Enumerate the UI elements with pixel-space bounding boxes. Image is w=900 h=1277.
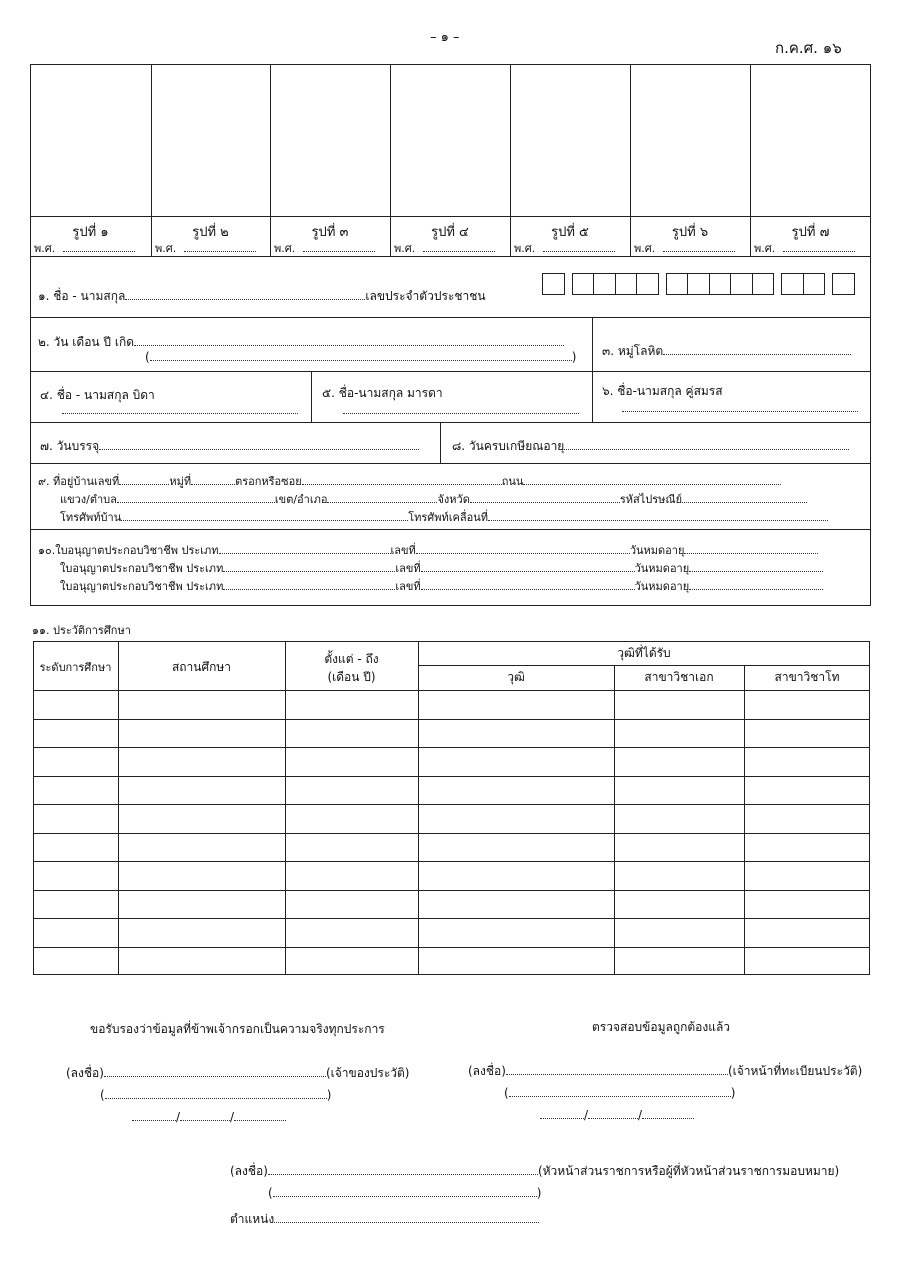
owner-name-line[interactable] bbox=[100, 1088, 331, 1102]
id-digit-box[interactable] bbox=[781, 273, 804, 295]
license-row[interactable] bbox=[60, 559, 823, 577]
registrar-signature-blank[interactable] bbox=[506, 1064, 728, 1075]
birth-date-blank[interactable] bbox=[134, 335, 564, 346]
close-paren: ) bbox=[730, 1086, 736, 1100]
header-subdivider bbox=[418, 665, 870, 666]
moo-label: หมู่ที่ bbox=[169, 475, 192, 488]
retire-date-label: ๘. วันครบเกษียณอายุ bbox=[452, 439, 565, 453]
registrar-role: (เจ้าหน้าที่ทะเบียนประวัติ) bbox=[727, 1064, 863, 1078]
start-date-field[interactable] bbox=[40, 437, 419, 456]
year-label: พ.ศ. bbox=[514, 242, 536, 255]
head-role: (หัวหน้าส่วนราชการหรือผู้ที่หัวหน้าส่วนราชการมอบหมาย) bbox=[537, 1164, 840, 1178]
province-label: จังหวัด bbox=[437, 493, 470, 506]
day-blank[interactable] bbox=[540, 1108, 584, 1119]
sign-label: (ลงชื่อ) bbox=[468, 1064, 506, 1078]
province-blank[interactable] bbox=[470, 492, 620, 503]
photo-year-field[interactable] bbox=[514, 239, 615, 257]
head-position-line[interactable] bbox=[230, 1210, 539, 1229]
house-no-blank[interactable] bbox=[119, 474, 169, 485]
moo-blank[interactable] bbox=[191, 474, 235, 485]
photo-slot[interactable] bbox=[630, 64, 750, 216]
sign-label: (ลงชื่อ) bbox=[230, 1164, 268, 1178]
header-minor: สาขาวิชาโท bbox=[774, 670, 840, 684]
month-blank[interactable] bbox=[588, 1108, 638, 1119]
close-paren: ) bbox=[571, 350, 577, 364]
position-blank[interactable] bbox=[274, 1212, 539, 1223]
year-label: พ.ศ. bbox=[394, 242, 416, 255]
registrar-name-line[interactable] bbox=[504, 1086, 735, 1100]
form-code: ก.ค.ศ. ๑๖ bbox=[775, 39, 842, 57]
slash: / bbox=[230, 1110, 235, 1124]
birth-date-text-blank[interactable] bbox=[150, 350, 572, 361]
license-type-label: ใบอนุญาตประกอบวิชาชีพ ประเภท bbox=[60, 562, 224, 575]
photo-year-field[interactable] bbox=[394, 239, 495, 257]
id-digit-box[interactable] bbox=[636, 273, 659, 295]
blood-type-field[interactable] bbox=[602, 342, 851, 361]
id-digit-box[interactable] bbox=[709, 273, 732, 295]
education-row[interactable] bbox=[33, 890, 870, 919]
head-name-line[interactable] bbox=[268, 1186, 541, 1200]
start-date-label: ๗. วันบรรจุ bbox=[40, 439, 100, 453]
close-paren: ) bbox=[536, 1186, 542, 1200]
road-blank[interactable] bbox=[523, 474, 781, 485]
registrar-name-blank[interactable] bbox=[509, 1086, 731, 1097]
license-row[interactable] bbox=[60, 577, 823, 595]
district-label: เขต/อำเภอ bbox=[274, 493, 328, 506]
photo-label: รูปที่ ๑ bbox=[72, 225, 109, 240]
address-line-3[interactable] bbox=[60, 508, 828, 526]
divider bbox=[311, 371, 312, 423]
license-type-label: ใบอนุญาตประกอบวิชาชีพ ประเภท bbox=[60, 580, 224, 593]
id-digit-box[interactable] bbox=[542, 273, 565, 295]
education-row[interactable] bbox=[33, 918, 870, 947]
license-type-blank[interactable] bbox=[223, 579, 395, 590]
name-blank[interactable] bbox=[125, 289, 365, 300]
home-phone-label: โทรศัพท์บ้าน bbox=[60, 511, 122, 524]
blood-type-label: ๓. หมู่โลหิต bbox=[602, 344, 664, 358]
photo-year-field[interactable] bbox=[634, 239, 735, 257]
header-period-line1: ตั้งแต่ - ถึง bbox=[324, 652, 379, 666]
soi-label: ตรอกหรือซอย bbox=[235, 475, 302, 488]
father-name-label: ๔. ชื่อ - นามสกุล บิดา bbox=[40, 388, 155, 402]
registrar-date-line[interactable] bbox=[540, 1108, 694, 1122]
postcode-blank[interactable] bbox=[682, 492, 807, 503]
photo-slot[interactable] bbox=[30, 64, 151, 216]
year-blank[interactable] bbox=[543, 241, 615, 252]
blood-type-blank[interactable] bbox=[663, 344, 851, 355]
year-label: พ.ศ. bbox=[34, 242, 56, 255]
open-paren: ( bbox=[268, 1186, 273, 1200]
photo-year-field[interactable] bbox=[754, 239, 855, 257]
page-number: – ๑ – bbox=[430, 30, 460, 45]
license-type-blank[interactable] bbox=[219, 543, 391, 554]
license-type-label: ใบอนุญาตประกอบวิชาชีพ ประเภท bbox=[55, 544, 219, 557]
license-expiry-label: วันหมดอายุ bbox=[629, 544, 685, 557]
photo-slot[interactable] bbox=[270, 64, 390, 216]
license-expiry-blank[interactable] bbox=[689, 579, 823, 590]
photo-slot[interactable] bbox=[151, 64, 270, 216]
year-label: พ.ศ. bbox=[754, 242, 776, 255]
id-digit-box[interactable] bbox=[730, 273, 753, 295]
license-prefix: ๑๐. bbox=[38, 544, 56, 557]
education-row[interactable] bbox=[33, 690, 870, 719]
photo-divider bbox=[30, 216, 871, 217]
birth-date-text-field[interactable] bbox=[145, 350, 576, 364]
education-row[interactable] bbox=[33, 947, 870, 976]
license-number-blank[interactable] bbox=[421, 579, 635, 590]
header-level: ระดับการศึกษา bbox=[39, 661, 112, 674]
verified-statement: ตรวจสอบข้อมูลถูกต้องแล้ว bbox=[592, 1020, 731, 1034]
year-blank[interactable] bbox=[783, 241, 855, 252]
header-degree-group: วุฒิที่ได้รับ bbox=[617, 646, 671, 660]
license-expiry-blank[interactable] bbox=[689, 561, 823, 572]
year-label: พ.ศ. bbox=[634, 242, 656, 255]
license-row[interactable] bbox=[38, 541, 818, 559]
year-blank[interactable] bbox=[423, 241, 495, 252]
mother-name-blank[interactable] bbox=[343, 403, 579, 414]
mother-name-label: ๕. ชื่อ-นามสกุล มารดา bbox=[322, 386, 443, 400]
district-blank[interactable] bbox=[327, 492, 437, 503]
mobile-phone-label: โทรศัพท์เคลื่อนที่ bbox=[408, 511, 489, 524]
id-digit-box[interactable] bbox=[687, 273, 710, 295]
open-paren: ( bbox=[145, 350, 150, 364]
header-major: สาขาวิชาเอก bbox=[644, 670, 714, 684]
owner-signature-blank[interactable] bbox=[104, 1066, 326, 1077]
photo-label: รูปที่ ๕ bbox=[551, 225, 589, 240]
owner-role: (เจ้าของประวัติ) bbox=[325, 1066, 410, 1080]
start-date-blank[interactable] bbox=[99, 439, 419, 450]
day-blank[interactable] bbox=[132, 1110, 176, 1121]
owner-date-line[interactable] bbox=[132, 1110, 286, 1124]
education-row[interactable] bbox=[33, 776, 870, 805]
photo-year-field[interactable] bbox=[155, 239, 256, 257]
photo-year-field[interactable] bbox=[274, 239, 375, 257]
id-digit-box[interactable] bbox=[832, 273, 855, 295]
year-blank[interactable] bbox=[303, 241, 375, 252]
road-label: ถนน bbox=[501, 475, 524, 488]
head-signature-blank[interactable] bbox=[268, 1164, 538, 1175]
year-blank[interactable] bbox=[663, 241, 735, 252]
father-name-blank[interactable] bbox=[62, 403, 298, 414]
national-id-label: เลขประจำตัวประชาชน bbox=[365, 289, 486, 303]
slash: / bbox=[176, 1110, 181, 1124]
header-institution: สถานศึกษา bbox=[171, 660, 232, 674]
head-name-blank[interactable] bbox=[273, 1186, 537, 1197]
year-label: พ.ศ. bbox=[155, 242, 177, 255]
header-degree: วุฒิ bbox=[507, 670, 525, 684]
photo-year-field[interactable] bbox=[34, 239, 135, 257]
id-digit-box[interactable] bbox=[803, 273, 826, 295]
year-blank[interactable] bbox=[63, 241, 135, 252]
photo-slot[interactable] bbox=[510, 64, 630, 216]
sign-label: (ลงชื่อ) bbox=[66, 1066, 104, 1080]
photo-label: รูปที่ ๓ bbox=[311, 225, 349, 240]
license-number-label: เลขที่ bbox=[390, 544, 416, 557]
mobile-phone-blank[interactable] bbox=[488, 510, 828, 521]
id-digit-box[interactable] bbox=[752, 273, 775, 295]
address-line-1[interactable] bbox=[38, 472, 781, 490]
month-blank[interactable] bbox=[180, 1110, 230, 1121]
position-label: ตำแหน่ง bbox=[230, 1212, 275, 1226]
license-number-blank[interactable] bbox=[416, 543, 630, 554]
license-expiry-label: วันหมดอายุ bbox=[634, 580, 690, 593]
year-blank[interactable] bbox=[642, 1108, 694, 1119]
divider bbox=[440, 422, 441, 464]
name-field[interactable] bbox=[38, 287, 486, 306]
certify-statement: ขอรับรองว่าข้อมูลที่ข้าพเจ้ากรอกเป็นความจริงทุกประการ bbox=[90, 1022, 385, 1036]
id-digit-box[interactable] bbox=[615, 273, 638, 295]
id-digit-box[interactable] bbox=[572, 273, 595, 295]
license-number-label: เลขที่ bbox=[395, 562, 421, 575]
education-title: ๑๑. ประวัติการศึกษา bbox=[32, 624, 131, 637]
close-paren: ) bbox=[326, 1088, 332, 1102]
year-blank[interactable] bbox=[184, 241, 256, 252]
license-number-label: เลขที่ bbox=[395, 580, 421, 593]
name-label: ๑. ชื่อ - นามสกุล bbox=[38, 289, 126, 303]
license-number-blank[interactable] bbox=[421, 561, 635, 572]
open-paren: ( bbox=[100, 1088, 105, 1102]
license-type-blank[interactable] bbox=[223, 561, 395, 572]
education-row[interactable] bbox=[33, 719, 870, 748]
photo-label: รูปที่ ๖ bbox=[671, 225, 709, 240]
open-paren: ( bbox=[504, 1086, 509, 1100]
photo-slot[interactable] bbox=[390, 64, 510, 216]
photo-label: รูปที่ ๔ bbox=[431, 225, 469, 240]
subdistrict-blank[interactable] bbox=[117, 492, 275, 503]
education-row[interactable] bbox=[33, 804, 870, 833]
slash: / bbox=[638, 1108, 643, 1122]
education-row[interactable] bbox=[33, 833, 870, 862]
home-phone-blank[interactable] bbox=[121, 510, 408, 521]
license-expiry-blank[interactable] bbox=[684, 543, 818, 554]
photo-label: รูปที่ ๗ bbox=[791, 225, 830, 240]
year-label: พ.ศ. bbox=[274, 242, 296, 255]
id-digit-box[interactable] bbox=[666, 273, 689, 295]
soi-blank[interactable] bbox=[302, 474, 502, 485]
education-row[interactable] bbox=[33, 861, 870, 890]
registrar-signature-line[interactable] bbox=[468, 1062, 862, 1081]
education-row[interactable] bbox=[33, 747, 870, 776]
head-signature-line[interactable] bbox=[230, 1162, 839, 1181]
header-period-line2: (เดือน ปี) bbox=[327, 670, 376, 684]
house-no-label: ๙. ที่อยู่บ้านเลขที่ bbox=[38, 475, 120, 488]
owner-name-blank[interactable] bbox=[105, 1088, 327, 1099]
photo-label: รูปที่ ๒ bbox=[192, 225, 229, 240]
spouse-name-blank[interactable] bbox=[622, 401, 858, 412]
divider bbox=[592, 317, 593, 372]
photo-slot[interactable] bbox=[750, 64, 871, 216]
license-expiry-label: วันหมดอายุ bbox=[634, 562, 690, 575]
spouse-name-label: ๖. ชื่อ-นามสกุล คู่สมรส bbox=[602, 384, 723, 398]
retire-date-field[interactable] bbox=[452, 437, 849, 456]
subdistrict-label: แขวง/ตำบล bbox=[60, 493, 117, 506]
year-blank[interactable] bbox=[234, 1110, 286, 1121]
retire-date-blank[interactable] bbox=[564, 439, 849, 450]
postcode-label: รหัสไปรษณีย์ bbox=[619, 493, 683, 506]
address-line-2[interactable] bbox=[60, 490, 807, 508]
owner-signature-line[interactable] bbox=[66, 1064, 409, 1083]
id-digit-box[interactable] bbox=[593, 273, 616, 295]
slash: / bbox=[584, 1108, 589, 1122]
divider bbox=[592, 371, 593, 423]
birth-date-label: ๒. วัน เดือน ปี เกิด bbox=[38, 335, 135, 349]
